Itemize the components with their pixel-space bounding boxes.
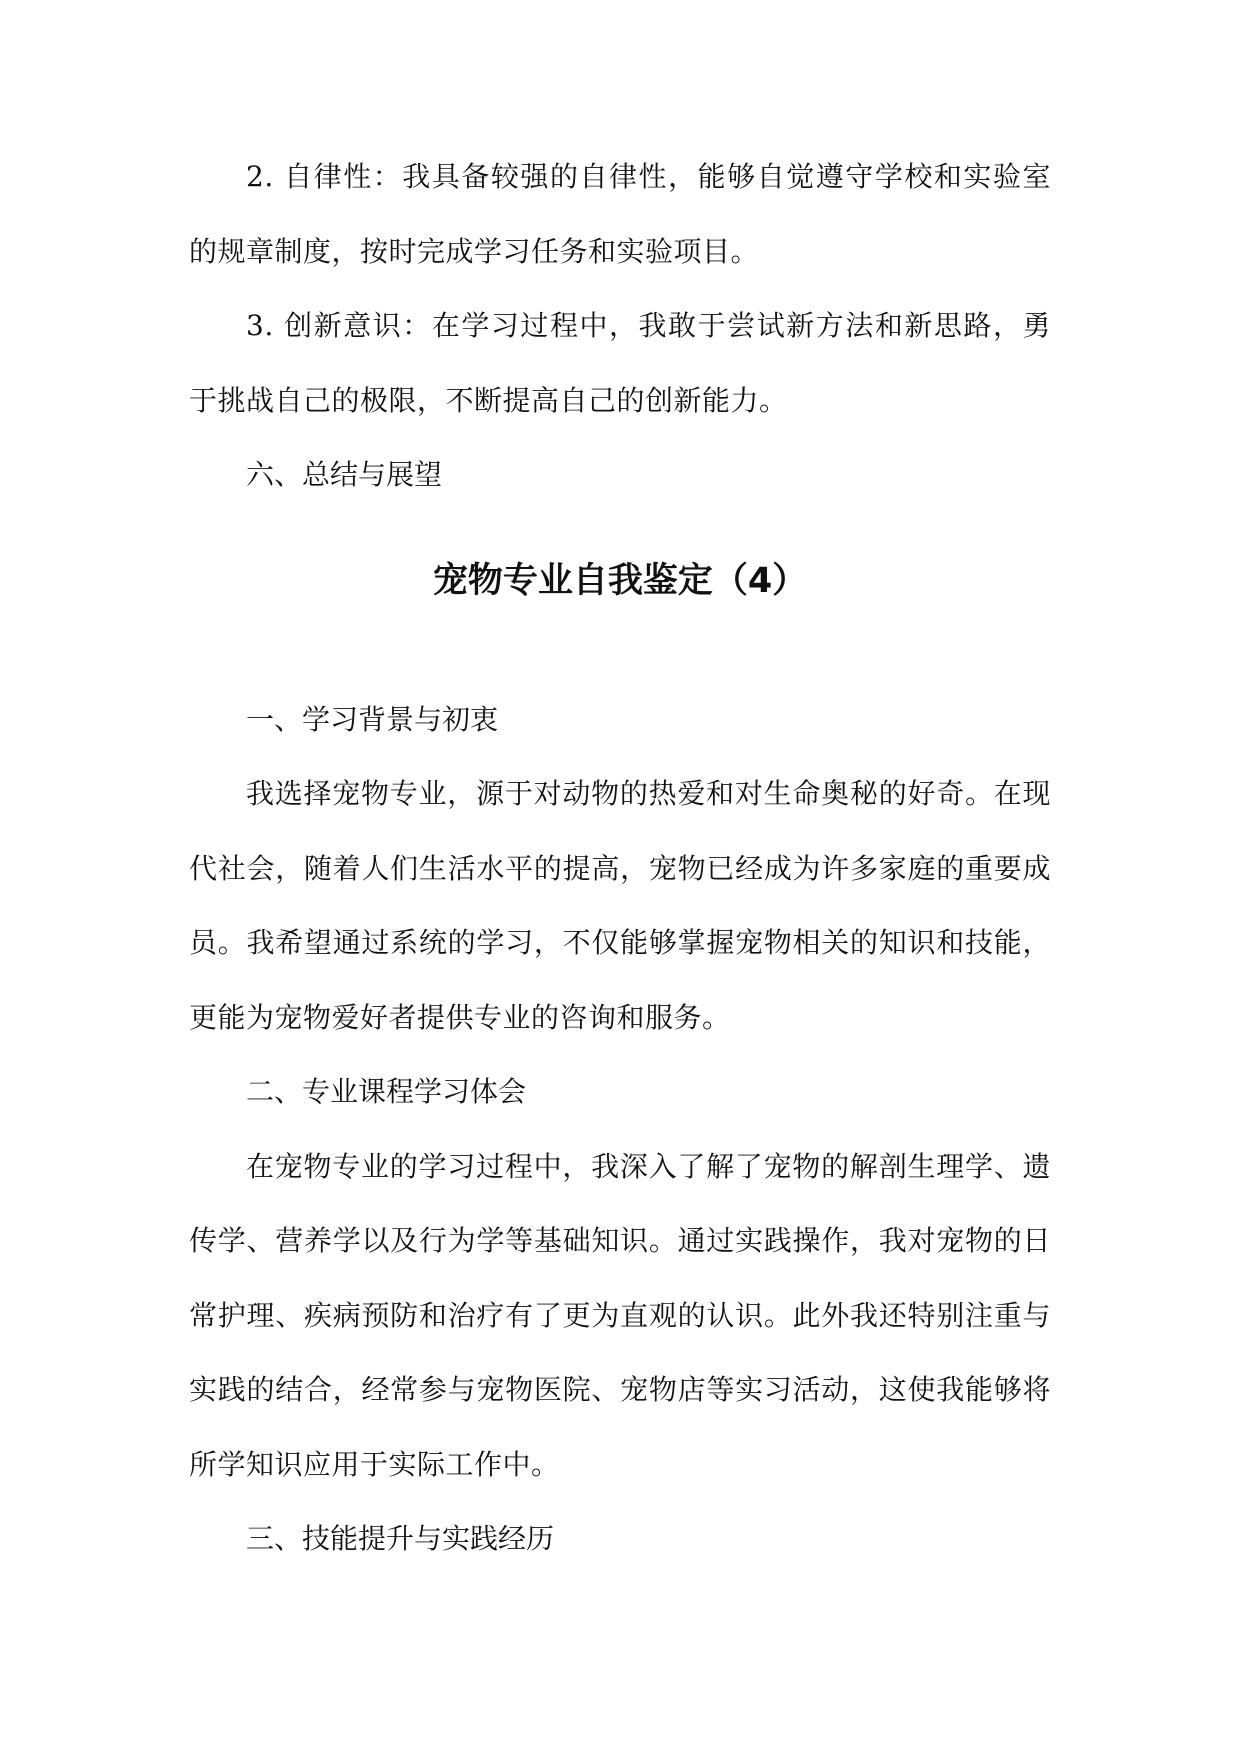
section-summary-heading: 六、总结与展望 [246, 458, 443, 491]
document-title: 宠物专业自我鉴定（4） [432, 560, 808, 601]
section-skills-heading: 三、技能提升与实践经历 [246, 1522, 555, 1555]
section-courses-body: 在宠物专业的学习过程中，我深入了解了宠物的解剖生理学、遗传学、营养学以及行为学等基础知识。通过实践操作，我对宠物的日常护理、疾病预防和治疗有了更为直观的认识。此外我还特别注重与实践的结合，经常参与宠物医院、宠物店等实习活动，这使我能够将所学知识应用于实际工作中。 [189, 1149, 1051, 1481]
section-background-body: 我选择宠物专业，源于对动物的热爱和对生命奥秘的好奇。在现代社会，随着人们生活水平的提高，宠物已经成为许多家庭的重要成员。我希望通过系统的学习，不仅能够掌握宠物相关的知识和技能，更能为宠物爱好者提供专业的咨询和服务。 [189, 777, 1051, 1034]
document-content [189, 140, 1051, 1577]
item-self-discipline: 2. 自律性：我具备较强的自律性，能够自觉遵守学校和实验室的规章制度，按时完成学习任务和实验项目。 [189, 160, 1051, 268]
item-innovation: 3. 创新意识：在学习过程中，我敢于尝试新方法和新思路，勇于挑战自己的极限，不断提高自己的创新能力。 [189, 309, 1051, 417]
section-background-heading: 一、学习背景与初衷 [246, 702, 499, 736]
section-courses-heading: 二、专业课程学习体会 [246, 1075, 527, 1108]
